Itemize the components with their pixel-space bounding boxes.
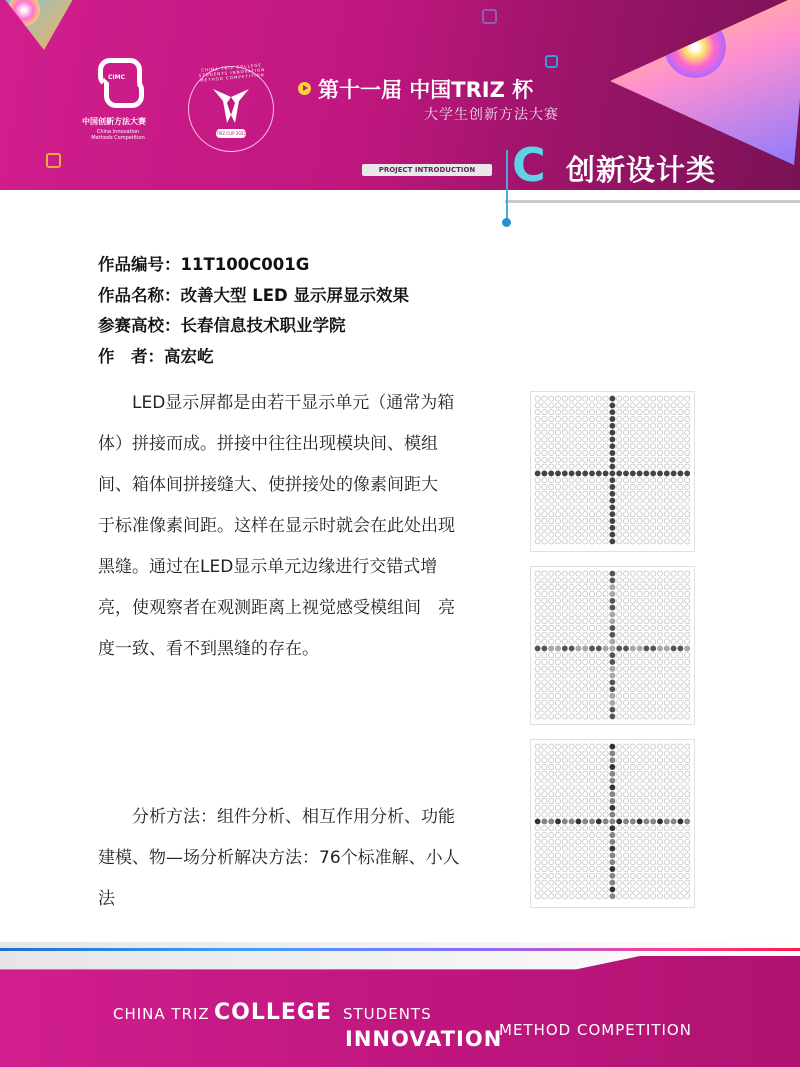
decorative-ring bbox=[0, 0, 80, 50]
cimc-logo-mark: CIMC bbox=[96, 58, 140, 102]
project-name-row: 作品名称：改善大型 LED 显示屏显示效果 bbox=[98, 285, 409, 305]
competition-subtitle: 大学生创新方法大赛 bbox=[424, 107, 559, 123]
divider-vertical bbox=[506, 150, 508, 222]
cimc-logo-english: China Innovation Methods Competition bbox=[91, 129, 145, 141]
header-banner bbox=[0, 0, 800, 190]
decorative-square bbox=[46, 153, 61, 168]
competition-title: 第十一届 中国TRIZ 杯 bbox=[318, 78, 534, 102]
led-panel-staggered bbox=[530, 566, 695, 725]
footer-china-triz: CHINA TRIZ bbox=[113, 1005, 210, 1023]
led-panel-result bbox=[530, 739, 695, 908]
cimc-logo-name: 中国创新方法大赛 bbox=[82, 117, 146, 126]
led-grid-figure bbox=[531, 392, 694, 551]
footer-college: COLLEGE bbox=[214, 1000, 332, 1025]
footer-stripe bbox=[0, 948, 800, 951]
triz-cup-emblem bbox=[188, 62, 274, 152]
emblem-badge: TRIZ CUP 2022 bbox=[216, 131, 246, 136]
project-id-row: 作品编号：11T100C001G bbox=[98, 255, 310, 274]
led-panel-original bbox=[530, 391, 695, 552]
footer-method-competition: METHOD COMPETITION bbox=[499, 1021, 692, 1039]
decorative-square bbox=[482, 9, 497, 24]
led-grid-figure bbox=[531, 740, 694, 907]
play-icon bbox=[298, 82, 311, 95]
footer-innovation: INNOVATION bbox=[345, 1027, 503, 1051]
category-letter: C bbox=[512, 138, 546, 190]
decorative-square bbox=[545, 55, 558, 68]
cimc-logo bbox=[82, 58, 148, 146]
divider-line bbox=[505, 200, 800, 203]
school-row: 参赛高校：长春信息技术职业学院 bbox=[98, 316, 346, 335]
category-title: 创新设计类 bbox=[566, 153, 717, 187]
emblem-arc-text: CHINA TRIZ COLLEGE STUDENTS INNOVATION METHOD COMPETITION bbox=[198, 62, 266, 83]
author-row: 作 者：高宏屹 bbox=[98, 346, 214, 366]
description-paragraph: LED显示屏都是由若干显示单元（通常为箱体）拼接而成。拼接中往往出现模块间、模组间、箱体间拼接缝大、使拼接处的像素间距大 于标准像素间距。这样在显示时就会在此处出现黑缝。通过在LED显示单元边缘进行交错式增亮，使观察者在观测距离上视觉感受模组间 亮度一致、看不到黑缝的存在。 bbox=[98, 393, 455, 659]
footer-students: STUDENTS bbox=[343, 1005, 432, 1023]
led-grid-figure bbox=[531, 567, 694, 724]
emblem-trophy-icon bbox=[213, 85, 249, 125]
project-meta bbox=[98, 250, 409, 372]
section-label: PROJECT INTRODUCTION bbox=[362, 164, 492, 176]
divider-dot bbox=[502, 218, 511, 227]
methods-paragraph: 分析方法：组件分析、相互作用分析、功能建模、物—场分析解决方法：76个标准解、小人法 bbox=[98, 807, 460, 909]
decorative-triangle bbox=[610, 0, 800, 165]
